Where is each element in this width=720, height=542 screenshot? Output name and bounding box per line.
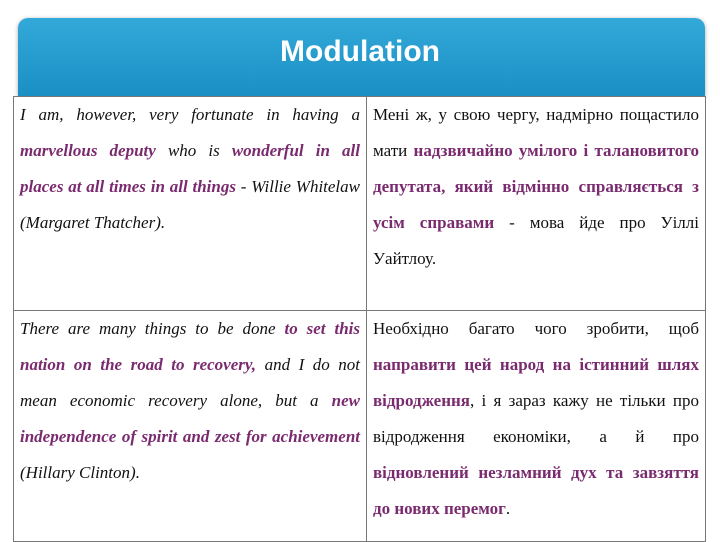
highlighted-phrase: відновлений незламний дух та завзяття до нових перемог [373,463,699,518]
english-text: I am, however, very fortunate in having a [20,105,360,124]
highlighted-phrase: wonderful in all places at all times in all things [20,141,360,196]
english-cell [14,311,367,542]
ukrainian-text: Необхідно багато чого зробити, щоб [373,319,699,338]
english-text: - Willie Whitelaw (Margaret Thatcher). [20,177,360,232]
translation-table [13,96,706,542]
english-text: There are many things to be done [20,319,285,338]
ukrainian-text: Мені ж, у свою чергу, надмірно пощастило мати [373,105,699,160]
ukrainian-cell [367,311,706,542]
highlighted-phrase: new independence of spirit and zest for achievement [20,391,360,446]
table-row [14,311,706,542]
ukrainian-text: , і я зараз кажу не тільки про відродження економіки, а й про [373,391,699,446]
slide-title: Modulation [280,35,440,68]
ukrainian-cell [367,97,706,311]
english-text: (Hillary Clinton). [20,463,140,482]
ukrainian-text: - мова йде про Уіллі Уайтлоу. [373,213,699,268]
english-cell [14,97,367,311]
highlighted-phrase: to set this nation on the road to recovery, [20,319,361,374]
highlighted-phrase: marvellous deputy [20,141,156,160]
table-row [14,97,706,311]
highlighted-phrase: направити цей народ на істинний шлях відродження [373,355,699,410]
english-text: and I do not mean economic recovery alone, but a [20,355,361,410]
highlighted-phrase: надзвичайно умілого і талановитого депутата, який відмінно справляється з усім справами [373,141,699,232]
ukrainian-text: . [505,499,511,518]
english-text: who is [155,141,232,160]
